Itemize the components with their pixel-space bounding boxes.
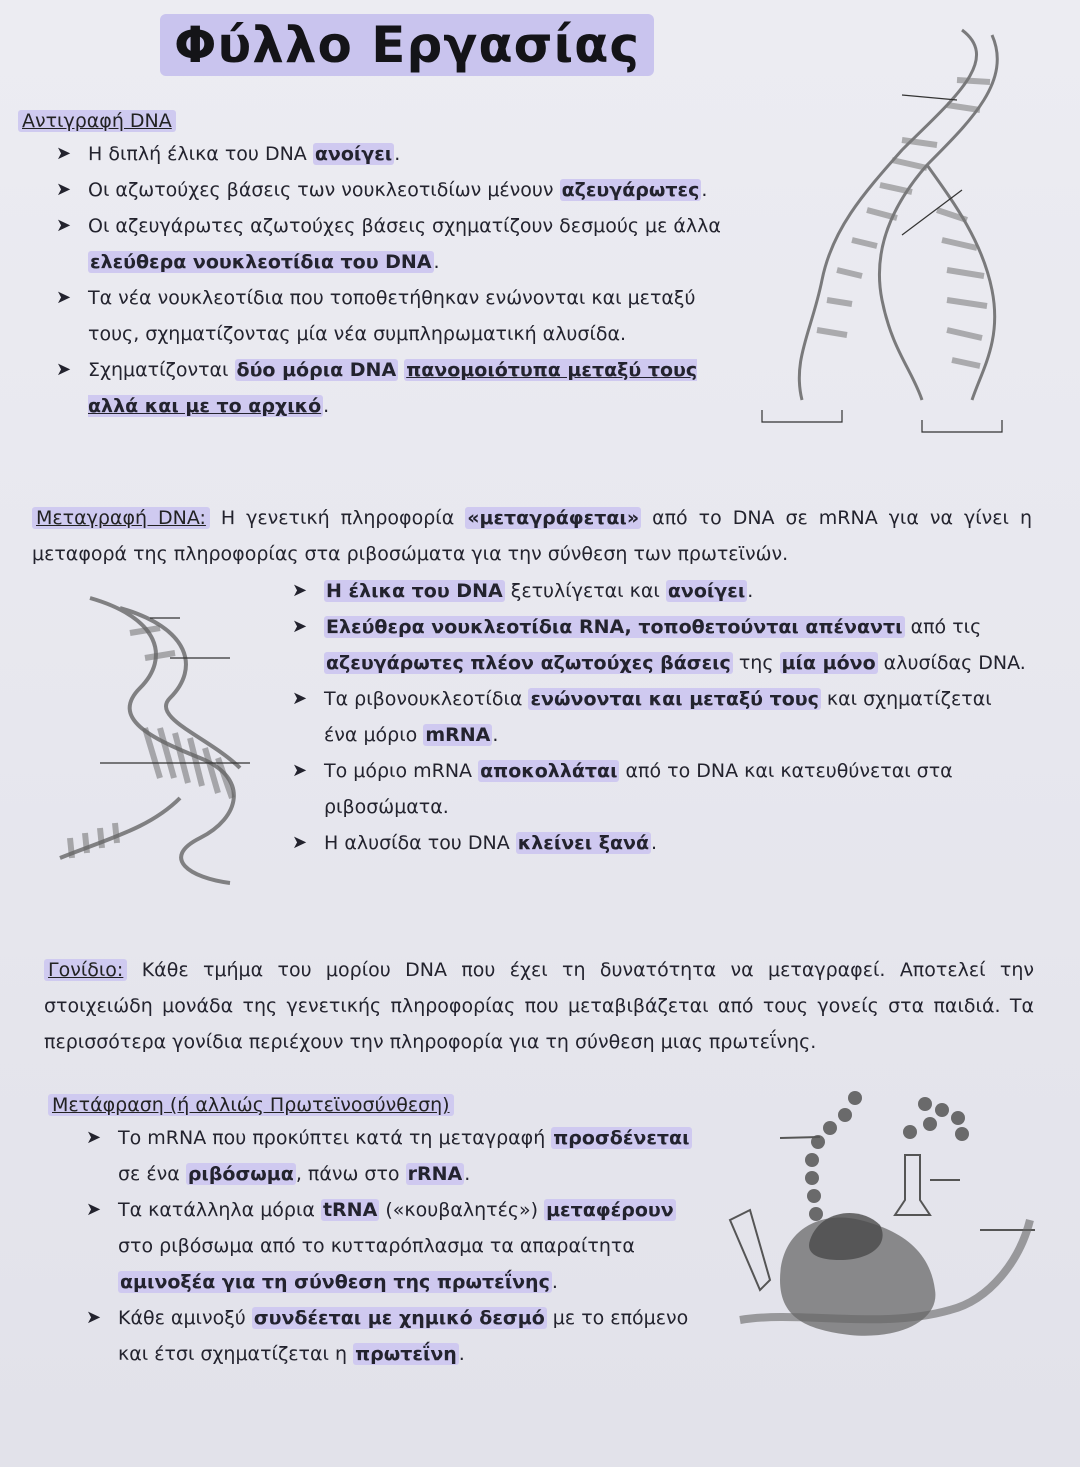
arrowhead-bullet-icon: ➤ xyxy=(292,616,308,637)
highlighted-text: «μεταγράφεται» xyxy=(467,507,640,529)
highlighted-text: μεταφέρουν xyxy=(546,1199,674,1221)
translation-section xyxy=(48,1094,698,1372)
replication-heading: Αντιγραφή DNA xyxy=(18,110,176,132)
highlighted-text: αμινοξέα για τη σύνθεση της πρωτεΐνης xyxy=(120,1271,550,1293)
arrowhead-bullet-icon: ➤ xyxy=(86,1307,102,1328)
list-item xyxy=(290,753,1030,825)
text-run: ξετυλίγεται και xyxy=(504,580,666,602)
arrowhead-bullet-icon: ➤ xyxy=(292,688,308,709)
text-run: Οι αζευγάρωτες αζωτούχες βάσεις σχηματίζουν δεσμούς με άλλα xyxy=(88,215,721,237)
text-run: . xyxy=(433,251,440,273)
highlighted-text: Ελεύθερα νουκλεοτίδια RNA, τοποθετούνται απέναντι xyxy=(326,616,903,638)
text-run: Το mRNA που προκύπτει κατά τη μεταγραφή xyxy=(118,1127,552,1149)
text-run: . xyxy=(464,1163,471,1185)
transcription-heading: Μεταγραφή DNA: xyxy=(32,507,210,529)
arrowhead-bullet-icon: ➤ xyxy=(56,287,72,308)
text-run: αλυσίδας DNA. xyxy=(877,652,1026,674)
dna-replication-figure xyxy=(752,20,1052,470)
highlighted-text: συνδέεται με χημικό δεσμό xyxy=(253,1307,545,1329)
list-item xyxy=(84,1192,698,1300)
highlighted-text: ανοίγει xyxy=(667,580,746,602)
text-run: Η αλυσίδα του DNA xyxy=(324,832,516,854)
text-run: , πάνω στο xyxy=(295,1163,406,1185)
text-run: Το μόριο mRNA xyxy=(324,760,479,782)
list-item xyxy=(290,825,1030,861)
text-run: . xyxy=(747,580,754,602)
arrowhead-bullet-icon: ➤ xyxy=(86,1199,102,1220)
highlighted-text: ελεύθερα νουκλεοτίδια του DNA xyxy=(90,251,432,273)
arrowhead-bullet-icon: ➤ xyxy=(292,580,308,601)
text-run: στο ριβόσωμα από το κυτταρόπλασμα τα απαραίτητα xyxy=(118,1235,635,1257)
gene-heading: Γονίδιο: xyxy=(44,959,127,981)
highlighted-text: πρωτεΐνη xyxy=(355,1343,457,1365)
highlighted-text: κλείνει ξανά xyxy=(517,832,650,854)
list-item xyxy=(290,573,1030,609)
page-title: Φύλλο Εργασίας xyxy=(160,14,654,76)
text-run: Κάθε αμινοξύ xyxy=(118,1307,252,1329)
highlighted-text: δύο μόρια DNA xyxy=(236,359,397,381)
highlighted-text: tRNA xyxy=(322,1199,378,1221)
arrowhead-bullet-icon: ➤ xyxy=(292,832,308,853)
gene-definition xyxy=(44,952,1034,1060)
list-item xyxy=(54,172,738,208)
list-item xyxy=(54,136,738,172)
text-run: . xyxy=(651,832,658,854)
arrowhead-bullet-icon: ➤ xyxy=(292,760,308,781)
highlighted-text: ενώνονται και μεταξύ τους xyxy=(530,688,819,710)
highlighted-text: ανοίγει xyxy=(314,143,393,165)
text-run: . xyxy=(458,1343,465,1365)
highlighted-text: προσδένεται xyxy=(553,1127,690,1149)
gene-text: Κάθε τμήμα του μορίου DNA που έχει τη δυνατότητα να μεταγραφεί. Αποτελεί την στοιχειώδη μονάδα της γενετικής πληροφορίας που μεταβιβάζεται από τους γονείς στα παιδιά. Τα περισσότερα γονίδια περιέχουν την πληροφορία για τη σύνθεση μιας πρωτεΐνης. xyxy=(44,959,1034,1053)
text-run: . xyxy=(492,724,499,746)
highlighted-text: Η έλικα του DNA xyxy=(326,580,503,602)
list-item xyxy=(84,1300,698,1372)
translation-figure xyxy=(720,1080,1050,1370)
text-run: Η διπλή έλικα του DNA xyxy=(88,143,313,165)
text-run: της xyxy=(732,652,780,674)
highlighted-text: ριβόσωμα xyxy=(187,1163,294,1185)
text-run: με το επόμενο και έτσι σχηματίζεται η xyxy=(118,1307,689,1365)
text-run: . xyxy=(701,179,708,201)
translation-list xyxy=(84,1120,698,1372)
list-item xyxy=(84,1120,698,1192)
arrowhead-bullet-icon: ➤ xyxy=(86,1127,102,1148)
transcription-steps xyxy=(290,573,1030,861)
text-run: Τα κατάλληλα μόρια xyxy=(118,1199,321,1221)
text-run: Τα νέα νουκλεοτίδια που τοποθετήθηκαν ενώνονται και μεταξύ τους, σχηματίζοντας μία νέα συμπληρωματική αλυσίδα. xyxy=(88,287,696,345)
text-run: . xyxy=(394,143,401,165)
list-item xyxy=(54,352,738,424)
transcription-intro xyxy=(32,500,1032,572)
text-run: Η γενετική πληροφορία xyxy=(209,507,466,529)
list-item xyxy=(54,208,738,280)
transcription-list xyxy=(290,573,1030,861)
text-run: («κουβαλητές») xyxy=(379,1199,545,1221)
list-item xyxy=(290,609,1030,681)
arrowhead-bullet-icon: ➤ xyxy=(56,359,72,380)
transcription-section xyxy=(32,500,1032,572)
gene-section xyxy=(44,952,1034,1060)
text-run: από τις xyxy=(904,616,982,638)
highlighted-text: μία μόνο xyxy=(781,652,876,674)
text-run: . xyxy=(551,1271,558,1293)
highlighted-text: rRNA xyxy=(407,1163,463,1185)
translation-heading: Μετάφραση (ή αλλιώς Πρωτεϊνοσύνθεση) xyxy=(48,1094,454,1116)
text-run: Τα ριβονουκλεοτίδια xyxy=(324,688,529,710)
arrowhead-bullet-icon: ➤ xyxy=(56,143,72,164)
text-run: Οι αζωτούχες βάσεις των νουκλεοτιδίων μένουν xyxy=(88,179,560,201)
highlighted-text: αζευγάρωτες xyxy=(561,179,700,201)
replication-section xyxy=(18,110,738,424)
replication-list xyxy=(54,136,738,424)
text-run: σε ένα xyxy=(118,1163,186,1185)
text-run: και σχηματίζεται ένα μόριο xyxy=(324,688,992,746)
text-run: από το DNA σε mRNA για να γίνει η μεταφορά της πληροφορίας στα ριβοσώματα για την σύνθεση των πρωτεϊνών. xyxy=(32,507,1032,565)
highlighted-text: αποκολλάται xyxy=(480,760,618,782)
dna-transcription-figure xyxy=(50,588,280,888)
text-run: από το DNA και κατευθύνεται στα ριβοσώματα. xyxy=(324,760,953,818)
text-run: Σχηματίζονται xyxy=(88,359,235,381)
text-run: . xyxy=(323,395,330,417)
arrowhead-bullet-icon: ➤ xyxy=(56,215,72,236)
highlighted-text: πανομοιότυπα μεταξύ τους αλλά και με το αρχικό xyxy=(88,359,698,417)
highlighted-text: αζευγάρωτες πλέον αζωτούχες βάσεις xyxy=(326,652,731,674)
arrowhead-bullet-icon: ➤ xyxy=(56,179,72,200)
highlighted-text: mRNA xyxy=(425,724,491,746)
list-item xyxy=(54,280,738,352)
list-item xyxy=(290,681,1030,753)
